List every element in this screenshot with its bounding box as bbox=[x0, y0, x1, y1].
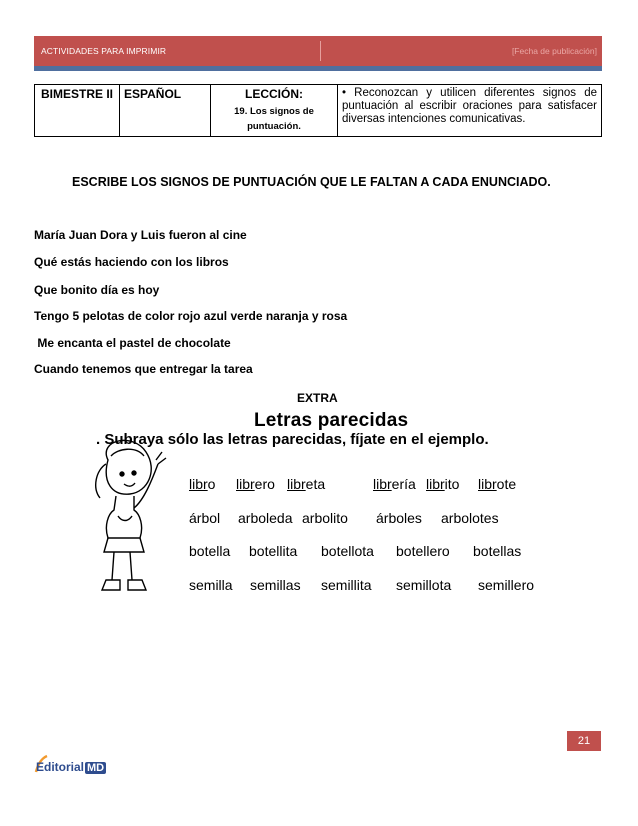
sentence-3: Que bonito día es hoy bbox=[34, 283, 160, 297]
logo-badge: MD bbox=[87, 762, 105, 774]
puzzle-word bbox=[189, 543, 230, 559]
header-bar bbox=[34, 36, 602, 66]
puzzle-word bbox=[441, 510, 499, 526]
puzzle-word bbox=[189, 577, 233, 593]
puzzle-word bbox=[321, 577, 372, 593]
puzzle-word-suffix: ería bbox=[391, 476, 416, 492]
objective-cell: • Reconozcan y utilicen diferentes signos de puntuación al escribir oraciones para satisfacer diversas intenciones comunicativas. bbox=[338, 85, 602, 137]
puzzle-word bbox=[478, 577, 534, 593]
puzzle-word-suffix: ito bbox=[444, 476, 460, 492]
sentence-4: Tengo 5 pelotas de color rojo azul verde naranja y rosa bbox=[34, 309, 348, 323]
sentence-6: Cuando tenemos que entregar la tarea bbox=[34, 362, 253, 376]
puzzle-word-underlined: libr bbox=[287, 476, 306, 492]
puzzle-word bbox=[250, 577, 301, 593]
puzzle-word-prefix: semillota bbox=[396, 577, 452, 593]
puzzle-word bbox=[376, 510, 422, 526]
lesson-table bbox=[34, 84, 602, 137]
puzzle-word bbox=[396, 543, 450, 559]
puzzle-title: Letras parecidas bbox=[254, 410, 409, 431]
puzzle-word-underlined: libr bbox=[478, 476, 497, 492]
sentence-2: Qué estás haciendo con los libros bbox=[34, 255, 229, 269]
puzzle-word-prefix: árbol bbox=[189, 510, 221, 526]
extra-label: EXTRA bbox=[297, 391, 338, 405]
girl-illustration-icon bbox=[78, 430, 178, 605]
subject-cell: ESPAÑOL bbox=[120, 85, 211, 137]
puzzle-word-prefix: árboles bbox=[376, 510, 422, 526]
puzzle-word bbox=[302, 510, 348, 526]
puzzle-word bbox=[396, 577, 451, 593]
puzzle-word bbox=[426, 476, 459, 492]
exercise-instruction: ESCRIBE LOS SIGNOS DE PUNTUACIÓN QUE LE FALTAN A CADA ENUNCIADO. bbox=[72, 175, 551, 189]
sentence-5: Me encanta el pastel de chocolate bbox=[34, 336, 231, 350]
logo-text: Editorial bbox=[36, 760, 85, 774]
puzzle-word-underlined: libr bbox=[373, 476, 392, 492]
puzzle-word-prefix: semillita bbox=[321, 577, 372, 593]
puzzle-word-prefix: botellota bbox=[321, 543, 374, 559]
lesson-cell bbox=[211, 85, 338, 137]
puzzle-word-suffix: o bbox=[207, 476, 216, 492]
puzzle-instruction: . Subraya sólo las letras parecidas, fíjate en el ejemplo. bbox=[96, 431, 489, 448]
puzzle-word-suffix: ote bbox=[496, 476, 517, 492]
puzzle-word bbox=[321, 543, 374, 559]
lesson-title: LECCIÓN: bbox=[245, 87, 303, 101]
puzzle-word bbox=[189, 476, 215, 492]
editorial-logo bbox=[36, 760, 106, 774]
puzzle-word-prefix: arbolotes bbox=[441, 510, 499, 526]
puzzle-word bbox=[373, 476, 416, 492]
puzzle-word-prefix: arboleda bbox=[238, 510, 293, 526]
puzzle-word-suffix: ero bbox=[254, 476, 275, 492]
puzzle-word bbox=[473, 543, 521, 559]
bimestre-cell: BIMESTRE II bbox=[35, 85, 120, 137]
header-underline bbox=[34, 66, 602, 71]
puzzle-word bbox=[236, 476, 275, 492]
puzzle-word-prefix: semillero bbox=[478, 577, 535, 593]
puzzle-word-prefix: botellita bbox=[249, 543, 298, 559]
puzzle-word bbox=[238, 510, 293, 526]
puzzle-word-suffix: eta bbox=[305, 476, 326, 492]
puzzle-word-prefix: botellero bbox=[396, 543, 450, 559]
puzzle-word-underlined: libr bbox=[189, 476, 208, 492]
header-divider bbox=[320, 41, 321, 61]
lesson-subtitle: 19. Los signos de puntuación. bbox=[234, 106, 314, 132]
puzzle-word-prefix: arbolito bbox=[302, 510, 348, 526]
puzzle-word bbox=[189, 510, 220, 526]
puzzle-word bbox=[249, 543, 297, 559]
puzzle-word-prefix: botella bbox=[189, 543, 231, 559]
puzzle-word-prefix: semilla bbox=[189, 577, 233, 593]
header-title: ACTIVIDADES PARA IMPRIMIR bbox=[41, 46, 167, 56]
puzzle-word bbox=[287, 476, 325, 492]
puzzle-word-underlined: libr bbox=[236, 476, 255, 492]
page-number: 21 bbox=[567, 731, 601, 751]
puzzle-word-prefix: semillas bbox=[250, 577, 301, 593]
sentence-1: María Juan Dora y Luis fueron al cine bbox=[34, 228, 247, 242]
publication-date-placeholder: [Fecha de publicación] bbox=[511, 46, 597, 56]
puzzle-word-prefix: botellas bbox=[473, 543, 522, 559]
puzzle-word-underlined: libr bbox=[426, 476, 445, 492]
puzzle-word bbox=[478, 476, 516, 492]
